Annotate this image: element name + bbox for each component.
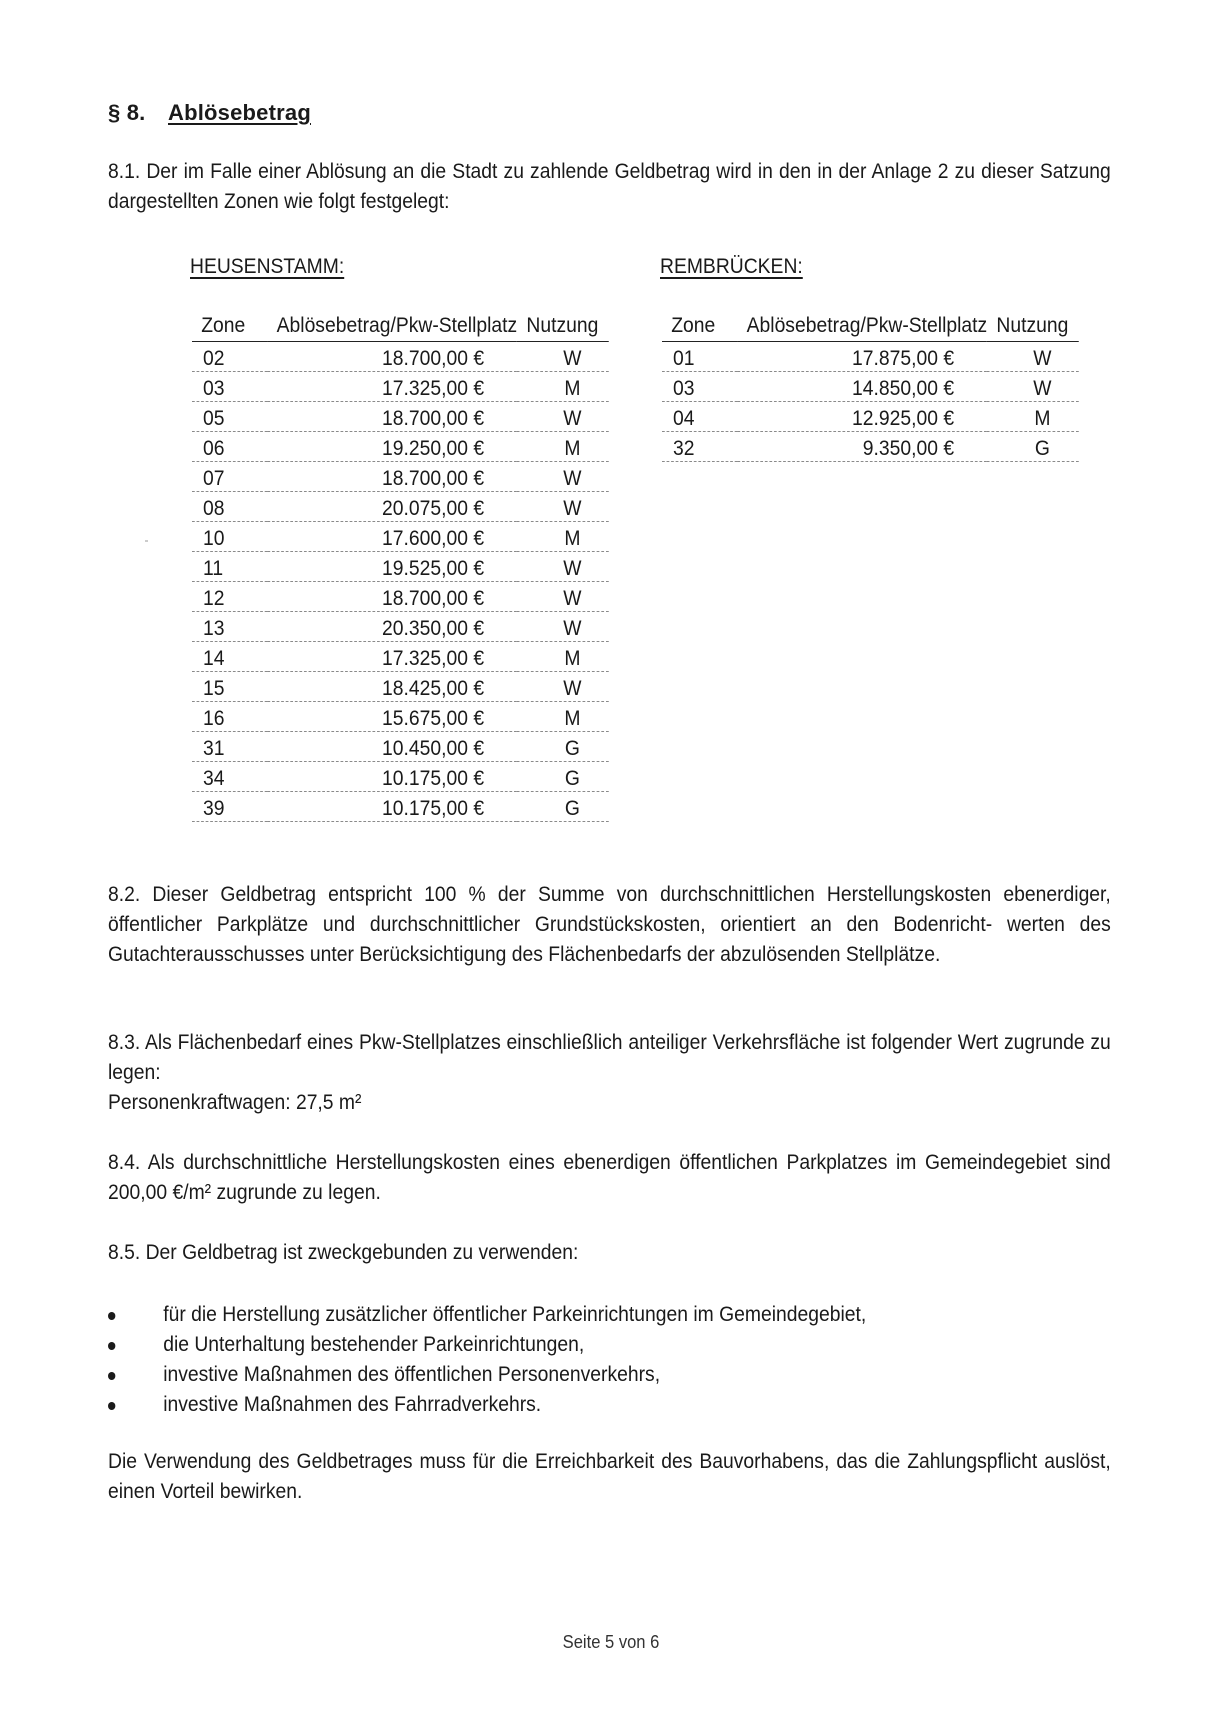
table-row (192, 552, 609, 582)
use-cell: M (987, 402, 1079, 432)
use-cell: W (517, 672, 609, 702)
amount-cell: 18.700,00 € (267, 342, 517, 372)
use-cell: G (517, 732, 609, 762)
amount-cell: 19.525,00 € (267, 552, 517, 582)
use-cell: M (517, 522, 609, 552)
heusenstamm-table-body (192, 342, 609, 822)
section-heading (108, 100, 311, 126)
table-header-row (662, 313, 1079, 342)
paragraph-8-3-text: 8.3. Als Flächenbedarf eines Pkw-Stellplatzes einschließlich anteiliger Verkehrsfläche ist folgender Wert zugrunde zu legen: (108, 1031, 1111, 1084)
paragraph-8-4: 8.4. Als durchschnittliche Herstellungskosten eines ebenerdigen öffentlichen Parkplatzes im Gemeindegebiet sind 200,00 €/m² zugrunde zu legen. (108, 1151, 1111, 1204)
column-header-use: Nutzung (987, 313, 1079, 342)
amount-cell: 15.675,00 € (267, 702, 517, 732)
amount-cell: 18.700,00 € (267, 402, 517, 432)
zone-cell: 14 (192, 642, 267, 672)
amount-cell: 20.075,00 € (267, 492, 517, 522)
table-row (192, 342, 609, 372)
table-row (192, 582, 609, 612)
list-item-text: für die Herstellung zusätzlicher öffentlicher Parkeinrichtungen im Gemeindegebiet, (163, 1303, 867, 1326)
use-cell: M (517, 372, 609, 402)
zone-cell: 02 (192, 342, 267, 372)
list-item (108, 1300, 866, 1330)
zone-cell: 04 (662, 402, 737, 432)
amount-cell: 17.325,00 € (267, 372, 517, 402)
use-cell: M (517, 702, 609, 732)
table-row (662, 402, 1079, 432)
use-cell: W (517, 582, 609, 612)
zone-cell: 06 (192, 432, 267, 462)
amount-cell: 17.325,00 € (267, 642, 517, 672)
column-header-use: Nutzung (517, 313, 609, 342)
list-item (108, 1360, 866, 1390)
zone-cell: 12 (192, 582, 267, 612)
use-cell: W (517, 342, 609, 372)
rembruecken-title: REMBRÜCKEN: (660, 255, 803, 278)
table-row (192, 522, 609, 552)
table-row (192, 402, 609, 432)
paragraph-8-5: 8.5. Der Geldbetrag ist zweckgebunden zu verwenden: (108, 1241, 579, 1264)
bullet-icon (108, 1312, 115, 1320)
amount-cell: 12.925,00 € (737, 402, 987, 432)
list-item-text: investive Maßnahmen des öffentlichen Personenverkehrs, (163, 1363, 661, 1386)
use-cell: W (517, 402, 609, 432)
paragraph-8-3 (108, 1028, 1111, 1118)
use-cell: G (517, 762, 609, 792)
zone-cell: 07 (192, 462, 267, 492)
bullet-icon (108, 1402, 115, 1410)
column-header-amount: Ablösebetrag/Pkw-Stellplatz (737, 313, 987, 342)
table-row (192, 612, 609, 642)
use-cell: G (987, 432, 1079, 462)
section-number: § 8. (108, 100, 146, 125)
amount-cell: 10.175,00 € (267, 792, 517, 822)
rembruecken-table (662, 313, 1079, 462)
rembruecken-table-body (662, 342, 1079, 462)
use-cell: W (517, 612, 609, 642)
page-footer: Seite 5 von 6 (562, 1632, 660, 1652)
list-item (108, 1390, 866, 1420)
table-row (192, 432, 609, 462)
amount-cell: 20.350,00 € (267, 612, 517, 642)
list-item (108, 1330, 866, 1360)
paragraph-8-1: 8.1. Der im Falle einer Ablösung an die Stadt zu zahlende Geldbetrag wird in den in der Anlage 2 zu dieser Satzung dargestellten Zonen wie folgt festgelegt: (108, 160, 1111, 213)
use-cell: W (987, 342, 1079, 372)
scan-speck (145, 540, 148, 542)
use-cell: W (517, 552, 609, 582)
use-cell: M (517, 642, 609, 672)
zone-cell: 03 (192, 372, 267, 402)
column-header-zone: Zone (662, 313, 737, 342)
zone-cell: 11 (192, 552, 267, 582)
amount-cell: 10.450,00 € (267, 732, 517, 762)
bullet-icon (108, 1372, 115, 1380)
table-row (662, 342, 1079, 372)
table-row (192, 732, 609, 762)
amount-cell: 17.600,00 € (267, 522, 517, 552)
paragraph-8-3-value: Personenkraftwagen: 27,5 m² (108, 1091, 362, 1114)
zone-cell: 39 (192, 792, 267, 822)
amount-cell: 17.875,00 € (737, 342, 987, 372)
use-cell: W (987, 372, 1079, 402)
table-row (192, 642, 609, 672)
zone-cell: 08 (192, 492, 267, 522)
heusenstamm-table (192, 313, 609, 822)
column-header-zone: Zone (192, 313, 267, 342)
table-row (192, 672, 609, 702)
zone-cell: 01 (662, 342, 737, 372)
table-row (662, 372, 1079, 402)
paragraph-8-2: 8.2. Dieser Geldbetrag entspricht 100 % der Summe von durchschnittlichen Herstellungskosten ebenerdiger, öffentlicher Parkplätze und durchschnittlicher Grundstückskosten, orientiert an den Bodenricht- werten des Gutachterausschusses unter Berücksichtigung des Flächenbedarfs der abzulösenden Stellplätze. (108, 883, 1111, 966)
list-item-text: investive Maßnahmen des Fahrradverkehrs. (163, 1393, 542, 1416)
table-header-row (192, 313, 609, 342)
zone-cell: 16 (192, 702, 267, 732)
zone-cell: 15 (192, 672, 267, 702)
zone-cell: 31 (192, 732, 267, 762)
amount-cell: 14.850,00 € (737, 372, 987, 402)
heusenstamm-title: HEUSENSTAMM: (190, 255, 345, 278)
zone-cell: 03 (662, 372, 737, 402)
table-row (192, 372, 609, 402)
amount-cell: 18.425,00 € (267, 672, 517, 702)
closing-paragraph: Die Verwendung des Geldbetrages muss für die Erreichbarkeit des Bauvorhabens, das die Zahlungspflicht auslöst, einen Vorteil bewirken. (108, 1450, 1111, 1503)
zone-cell: 34 (192, 762, 267, 792)
bullet-icon (108, 1342, 115, 1350)
use-cell: M (517, 432, 609, 462)
list-item-text: die Unterhaltung bestehender Parkeinrichtungen, (163, 1333, 585, 1356)
use-cell: G (517, 792, 609, 822)
zone-cell: 10 (192, 522, 267, 552)
table-row (192, 702, 609, 732)
section-title: Ablösebetrag (168, 100, 311, 125)
table-row (192, 792, 609, 822)
amount-cell: 18.700,00 € (267, 582, 517, 612)
use-cell: W (517, 462, 609, 492)
amount-cell: 9.350,00 € (737, 432, 987, 462)
table-row (662, 432, 1079, 462)
zone-cell: 32 (662, 432, 737, 462)
amount-cell: 18.700,00 € (267, 462, 517, 492)
amount-cell: 19.250,00 € (267, 432, 517, 462)
table-row (192, 762, 609, 792)
column-header-amount: Ablösebetrag/Pkw-Stellplatz (267, 313, 517, 342)
zone-cell: 13 (192, 612, 267, 642)
bullet-list (108, 1300, 932, 1420)
use-cell: W (517, 492, 609, 522)
table-row (192, 492, 609, 522)
zone-cell: 05 (192, 402, 267, 432)
table-row (192, 462, 609, 492)
amount-cell: 10.175,00 € (267, 762, 517, 792)
